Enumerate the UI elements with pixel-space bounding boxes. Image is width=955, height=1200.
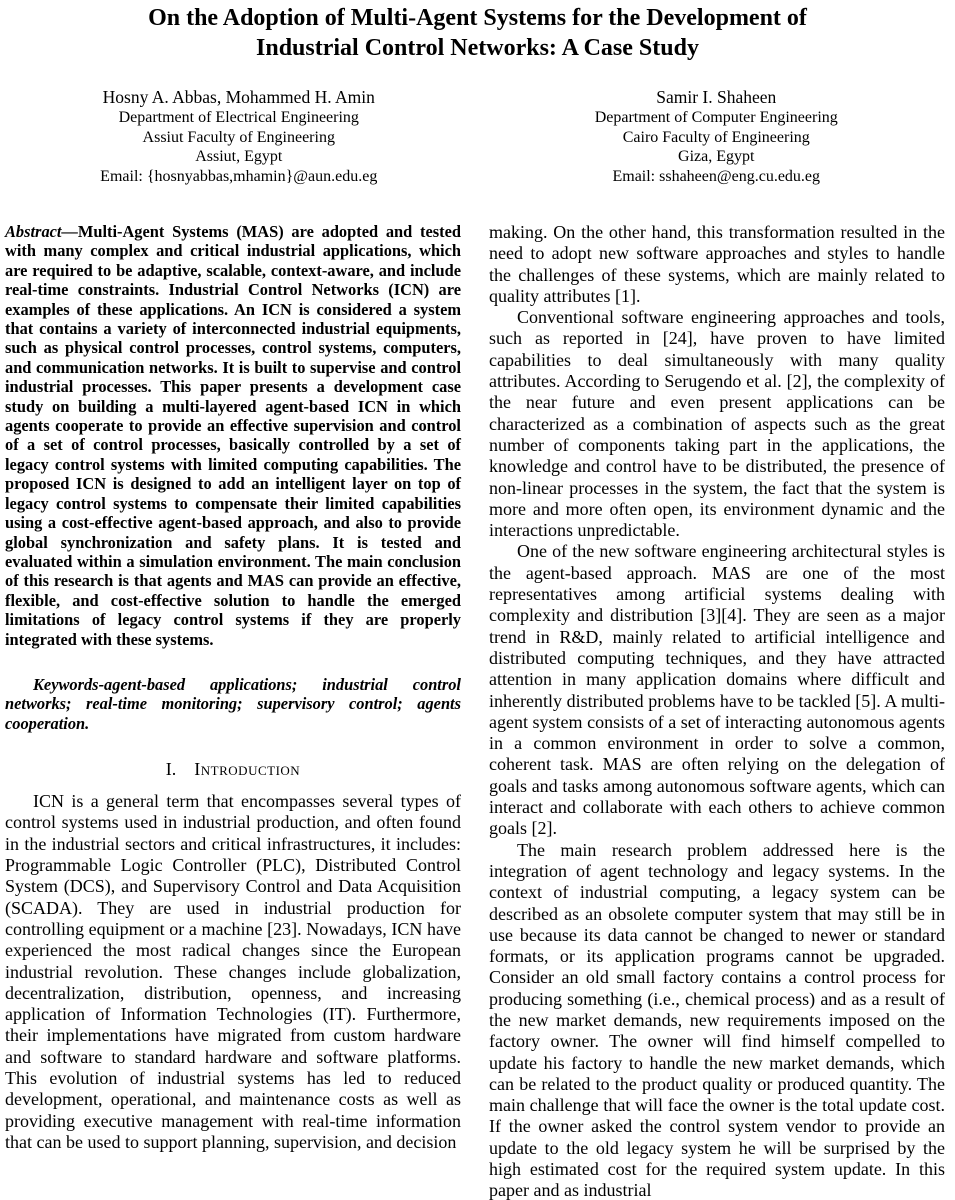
abstract-paragraph bbox=[5, 222, 461, 649]
paper-title-line-1: On the Adoption of Multi-Agent Systems for the Development of bbox=[148, 5, 807, 31]
abstract-label: Abstract— bbox=[5, 222, 78, 241]
section-number: I. bbox=[165, 759, 177, 780]
intro-paragraph: ICN is a general term that encompasses several types of control systems used in industrial production, and often found in the industrial sectors and critical infrastructures, it includes: Programmable Logic Controller (PLC), Distributed Control System (DCS), and Supervisory Control and Data Acquisition (SCADA). They are used in industrial production for controlling equipment or a machine [23]. Nowadays, ICN have experienced the most radical changes since the European industrial revolution. These changes include globalization, decentralization, distribution, openness, and increasing application of Information Technologies (IT). Furthermore, their implementations have migrated from custom hardware and software to standard hardware and software platforms. This evolution of industrial systems has led to reduced development, operational, and maintenance costs as well as providing executive management with real-time information that can be used to support planning, supervision, and decision bbox=[5, 791, 461, 1152]
author-affiliation-line: Giza, Egypt bbox=[678, 148, 755, 165]
authors-row bbox=[0, 87, 955, 186]
author-block-right bbox=[478, 87, 955, 186]
author-affiliation-line: Department of Computer Engineering bbox=[594, 109, 838, 126]
body-paragraph: The main research problem addressed here is the integration of agent technology and legacy systems. In the context of industrial computing, a legacy system can be described as an obsolete computer system that may still be in use because its data cannot be changed to newer or standard formats, or its application programs cannot be upgraded. Consider an old small factory contains a control process for producing something (i.e., chemical process) and as a result of the new market demands, new requirements imposed on the factory owner. The owner will find himself compelled to update his factory to handle the new market demands, which can be related to the product quality or produced quantity. The main challenge that will face the owner is the total update cost. If the owner asked the control system vendor to provide an update to the old legacy system he will be surprised by the high estimated cost for the required system update. In this paper and as industrial bbox=[489, 839, 945, 1200]
author-affiliation-line: Assiut, Egypt bbox=[195, 148, 283, 165]
author-email: Email: sshaheen@eng.cu.edu.eg bbox=[612, 167, 821, 185]
paper-title bbox=[0, 0, 955, 63]
section-heading-introduction bbox=[5, 759, 461, 779]
author-email: Email: {hosnyabbas,mhamin}@aun.edu.eg bbox=[100, 167, 378, 185]
author-block-left bbox=[0, 87, 478, 186]
column-right bbox=[489, 222, 945, 1200]
author-affiliation-line: Cairo Faculty of Engineering bbox=[622, 128, 810, 146]
keywords-paragraph: Keywords-agent-based applications; industrial control networks; real-time monitoring; supervisory control; agents cooperation. bbox=[5, 674, 461, 733]
body-paragraph: Conventional software engineering approaches and tools, such as reported in [24], have proven to have limited capabilities to deal simultaneously with many quality attributes. According to Serugendo et al. [2], the complexity of the near future and even present applications can be characterized as a combination of aspects such as the great number of components taking part in the applications, the knowledge and control have to be distributed, the presence of non-linear processes in the system, the fact that the system is more and more often open, its environment dynamic and the interactions unpredictable. bbox=[489, 307, 945, 541]
author-affiliation-line: Department of Electrical Engineering bbox=[118, 109, 359, 126]
two-column-body bbox=[0, 222, 955, 1200]
abstract-text: Multi-Agent Systems (MAS) are adopted and tested with many complex and critical industrial applications, which are required to be adaptive, scalable, context-aware, and include real-time constraints. Industrial Control Networks (ICN) are examples of these applications. An ICN is considered a system that contains a variety of interconnected industrial equipments, such as physical control processes, control systems, computers, and communication networks. It is built to supervise and control industrial processes. This paper presents a development case study on building a multi-layered agent-based ICN in which agents cooperate to provide an effective supervision and control of a set of control processes, basically controlled by a set of legacy control systems with limited computing capabilities. The proposed ICN is designed to add an intelligent layer on top of legacy control systems to compensate their limited capabilities using a cost-effective agent-based approach, and also to provide global synchronization and safety plans. It is tested and evaluated within a simulation environment. The main conclusion of this research is that agents and MAS can provide an effective, flexible, and cost-effective solution to handle the emerged limitations of legacy control systems if they are properly integrated with these systems. bbox=[5, 222, 461, 649]
body-paragraph: One of the new software engineering architectural styles is the agent-based approach. MAS are one of the most representatives among artificial systems dealing with complexity and distribution [3][4]. They are seen as a major trend in R&D, mainly related to artificial intelligence and distributed computing techniques, and they have attracted attention in many application domains where difficult and inherently distributed problems have to be tackled [5]. A multi-agent system consists of a set of interacting autonomous agents in a common environment in order to solve a common, coherent task. MAS are often relying on the delegation of goals and tasks among autonomous software agents, which can interact and collaborate with each others to achieve common goals [2]. bbox=[489, 541, 945, 839]
section-title: Introduction bbox=[194, 759, 301, 780]
column-left bbox=[5, 222, 461, 1200]
body-paragraph: making. On the other hand, this transformation resulted in the need to adopt new software approaches and styles to handle the challenges of these systems, which are mainly related to quality attributes [1]. bbox=[489, 222, 945, 306]
author-name: Hosny A. Abbas, Mohammed H. Amin bbox=[102, 87, 375, 107]
author-name: Samir I. Shaheen bbox=[656, 87, 777, 107]
paper-title-line-2: Industrial Control Networks: A Case Study bbox=[256, 35, 699, 61]
author-affiliation-line: Assiut Faculty of Engineering bbox=[142, 128, 335, 146]
